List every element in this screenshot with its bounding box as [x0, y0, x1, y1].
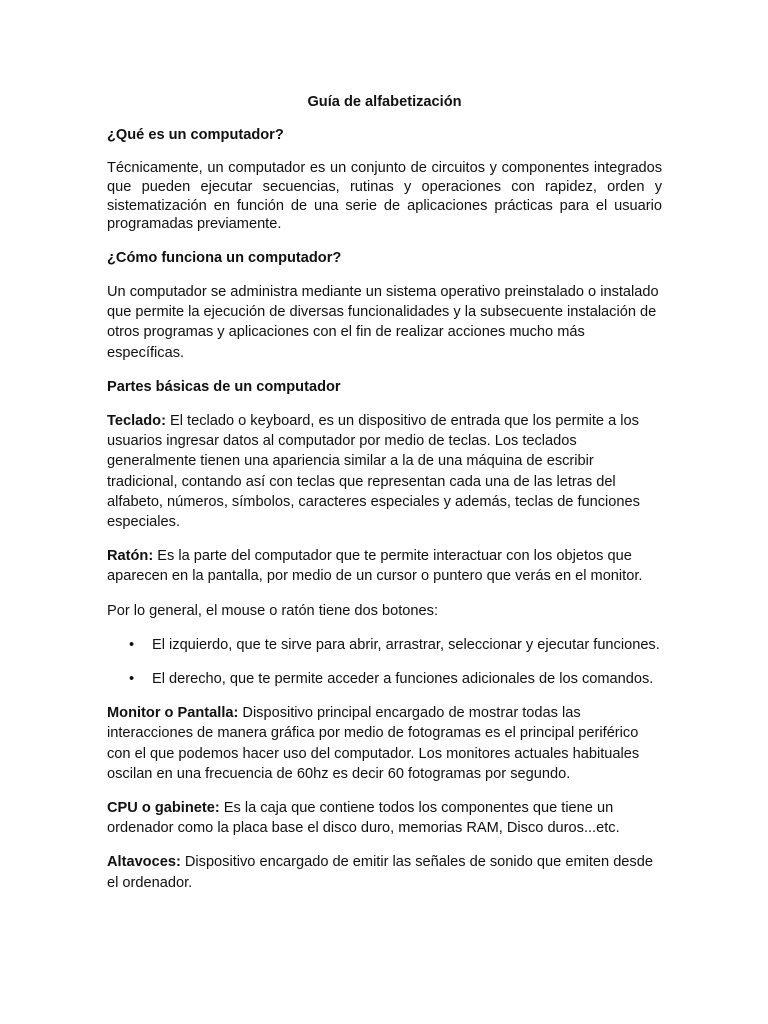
- term-cpu: CPU o gabinete:: [107, 800, 220, 817]
- list-item: [107, 669, 662, 689]
- paragraph-cpu: [107, 798, 662, 838]
- mouse-buttons-list: [107, 635, 662, 689]
- list-item: [107, 635, 662, 655]
- paragraph-como-funciona: Un computador se administra mediante un sistema operativo preinstalado o instalado que permite la ejecución de diversas funcionalidades y la subsecuente instalación de otros programas y aplicaciones con el fin de realizar acciones mucho más específicas.: [107, 283, 659, 361]
- document-title: Guía de alfabetización: [307, 94, 462, 110]
- list-item-text: El derecho, que te permite acceder a funciones adicionales de los comandos.: [152, 671, 654, 688]
- paragraph-mouse-intro: Por lo general, el mouse o ratón tiene dos botones:: [107, 602, 439, 619]
- document-page: [107, 92, 662, 907]
- term-altavoces: Altavoces:: [107, 854, 181, 871]
- text-monitor: Dispositivo principal encargado de mostrar todas las interacciones de manera gráfica por medio de fotogramas es el principal periférico con el que podemos hacer uso del computador. Los monitores actuales habituales oscilan en una frecuencia de 60hz es decir 60 fotogramas por segundo.: [107, 705, 640, 782]
- paragraph-altavoces: [107, 852, 662, 892]
- paragraph-raton: [107, 546, 662, 586]
- heading-que-es: ¿Qué es un computador?: [107, 127, 284, 144]
- heading-como-funciona: ¿Cómo funciona un computador?: [107, 249, 342, 266]
- text-cpu: Es la caja que contiene todos los componentes que tiene un ordenador como la placa base el disco duro, memorias RAM, Disco duros...etc.: [107, 800, 620, 837]
- text-teclado: El teclado o keyboard, es un dispositivo de entrada que los permite a los usuarios ingresar datos al computador por medio de teclas. Los teclados generalmente tienen una apariencia similar a la de una máquina de escribir tradicional, contando así con teclas que representan cada una de las letras del alfabeto, números, símbolos, caracteres especiales y además, teclas de funciones especiales.: [107, 413, 640, 531]
- text-raton: Es la parte del computador que te permite interactuar con los objetos que aparecen en la pantalla, por medio de un cursor o puntero que verás en el monitor.: [107, 548, 643, 585]
- term-raton: Ratón:: [107, 548, 154, 565]
- text-altavoces: Dispositivo encargado de emitir las señales de sonido que emiten desde el ordenador.: [107, 854, 653, 891]
- paragraph-que-es: Técnicamente, un computador es un conjunto de circuitos y componentes integrados que pueden ejecutar secuencias, rutinas y operaciones con rapidez, orden y sistematización en función de una serie de aplicaciones prácticas para el usuario programadas previamente.: [107, 160, 662, 233]
- heading-partes-basicas: Partes básicas de un computador: [107, 378, 341, 395]
- bullet-icon: •: [129, 671, 135, 688]
- term-monitor: Monitor o Pantalla:: [107, 705, 239, 722]
- paragraph-teclado: [107, 411, 662, 532]
- paragraph-monitor: [107, 703, 662, 784]
- bullet-icon: •: [129, 636, 135, 653]
- list-item-text: El izquierdo, que te sirve para abrir, arrastrar, seleccionar y ejecutar funciones.: [152, 636, 660, 653]
- term-teclado: Teclado:: [107, 413, 166, 429]
